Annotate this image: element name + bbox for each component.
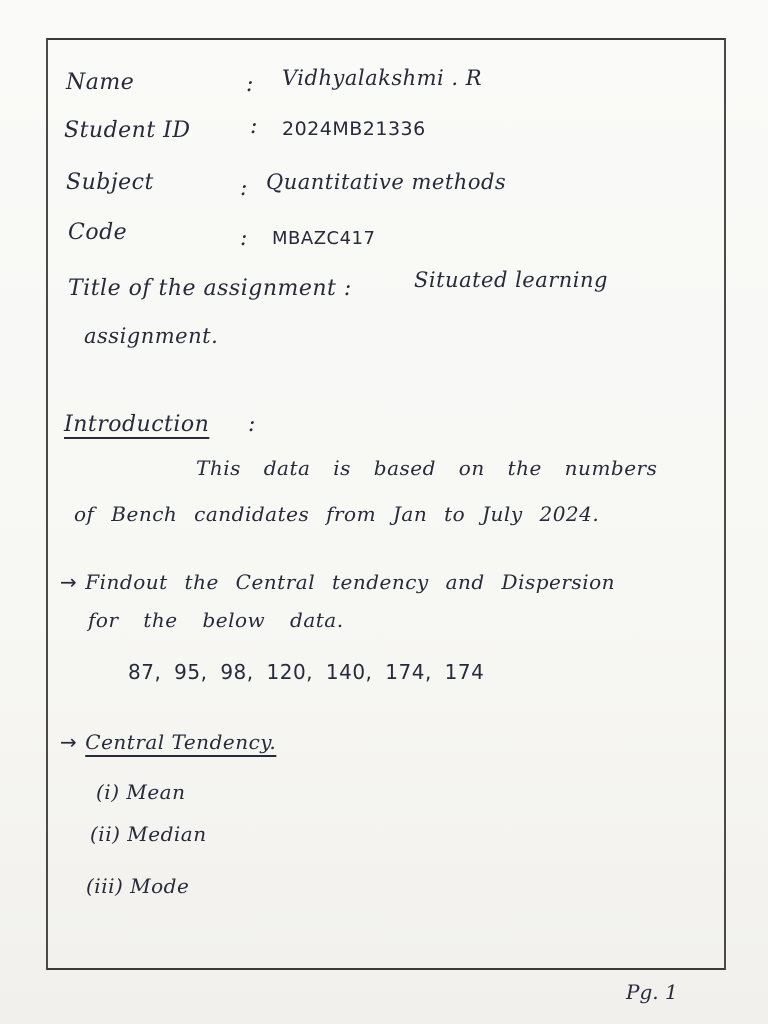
task-line-1-text: Findout the Central tendency and Dispersion — [85, 570, 616, 594]
central-tendency-heading — [60, 730, 276, 754]
name-colon: : — [246, 72, 254, 97]
intro-line-2: of Bench candidates from Jan to July 2024. — [74, 502, 600, 526]
arrow-icon: → — [60, 570, 78, 594]
introduction-heading: Introduction — [64, 412, 210, 437]
student-id-value: 2024MB21336 — [282, 118, 426, 140]
list-item-mean: (i) Mean — [96, 780, 186, 804]
list-item-median: (ii) Median — [90, 822, 207, 846]
subject-value: Quantitative methods — [266, 170, 507, 194]
introduction-colon: : — [248, 412, 256, 437]
subject-label: Subject — [66, 170, 154, 195]
intro-line-1: This data is based on the numbers — [196, 456, 658, 480]
code-value: MBAZC417 — [272, 228, 376, 249]
student-id-colon: : — [250, 114, 258, 139]
list-item-mode: (iii) Mode — [86, 874, 190, 898]
central-tendency-heading-text: Central Tendency. — [85, 730, 277, 754]
title-value-line-1: Situated learning — [414, 268, 608, 292]
task-line-2: for the below data. — [88, 608, 344, 632]
subject-colon: : — [240, 176, 248, 201]
task-line-1 — [60, 570, 615, 594]
code-colon: : — [240, 226, 248, 251]
title-label: Title of the assignment : — [68, 276, 352, 301]
name-value: Vidhyalakshmi . R — [282, 66, 483, 90]
title-value-line-2: assignment. — [84, 324, 219, 348]
code-label: Code — [68, 220, 128, 245]
page-number: Pg. 1 — [626, 980, 678, 1004]
arrow-icon: → — [60, 730, 78, 754]
data-values: 87, 95, 98, 120, 140, 174, 174 — [128, 660, 485, 684]
name-label: Name — [66, 70, 135, 95]
student-id-label: Student ID — [64, 118, 191, 143]
